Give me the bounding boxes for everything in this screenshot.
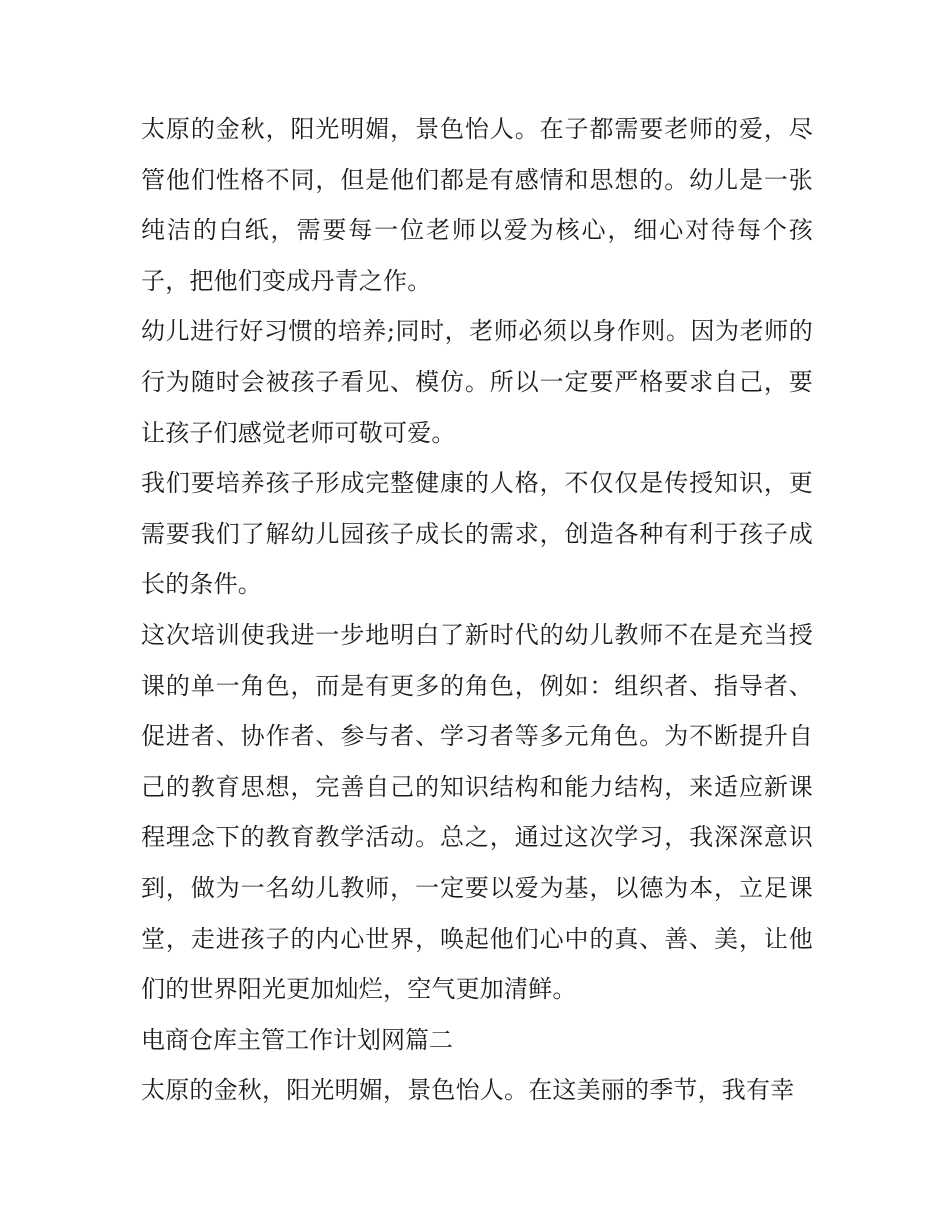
paragraph-1: 太原的金秋，阳光明媚，景色怡人。在子都需要老师的爱，尽管他们性格不同，但是他们都是有感情和思想的。幼儿是一张纯洁的白纸，需要每一位老师以爱为核心，细心对待每个孩子，把他们变成丹青之作。 (141, 115, 813, 295)
paragraph-2: 幼儿进行好习惯的培养;同时，老师必须以身作则。因为老师的行为随时会被孩子看见、模仿。所以一定要严格要求自己，要让孩子们感觉老师可敬可爱。 (141, 317, 813, 447)
document-body (141, 104, 813, 1116)
paragraph-4: 这次培训使我进一步地明白了新时代的幼儿教师不在是充当授课的单一角色，而是有更多的角色，例如：组织者、指导者、促进者、协作者、参与者、学习者等多元角色。为不断提升自己的教育思想，完善自己的知识结构和能力结构，来适应新课程理念下的教育教学活动。总之，通过这次学习，我深深意识到，做为一名幼儿教师，一定要以爱为基，以德为本，立足课堂，走进孩子的内心世界，唤起他们心中的真、善、美，让他们的世界阳光更加灿烂，空气更加清鲜。 (141, 620, 813, 1004)
section-title: 电商仓库主管工作计划网篇二 (141, 1025, 453, 1054)
paragraph-5: 太原的金秋，阳光明媚，景色怡人。在这美丽的季节，我有幸 (141, 1076, 795, 1105)
paragraph-3: 我们要培养孩子形成完整健康的人格，不仅仅是传授知识，更需要我们了解幼儿园孩子成长的需求，创造各种有利于孩子成长的条件。 (141, 469, 813, 599)
